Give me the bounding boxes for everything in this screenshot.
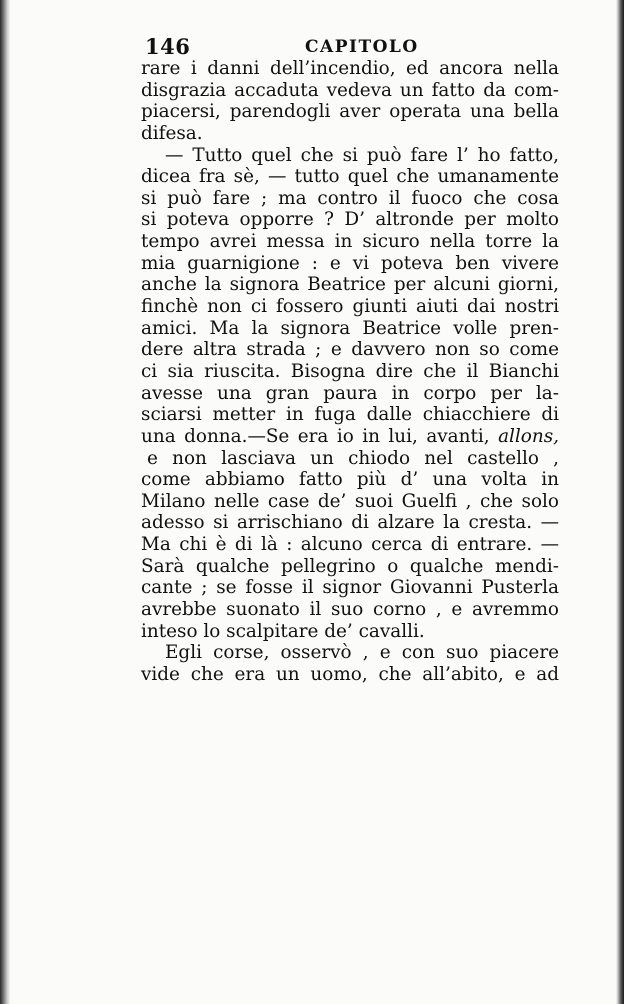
running-head: CAPITOLO: [305, 37, 419, 57]
text-line: piacersi, parendogli aver operata una bella: [141, 101, 559, 123]
body-text: [141, 58, 559, 686]
text-line: dicea fra sè, — tutto quel che umanamente: [141, 166, 559, 188]
text-line: avrebbe suonato il suo corno , e avremmo: [141, 599, 559, 621]
text-line: adesso si arrischiano di alzare la cresta. —: [141, 512, 559, 534]
page-right-edge: [616, 0, 624, 1004]
text-line: anche la signora Beatrice per alcuni giorni,: [141, 274, 559, 296]
italic-word: allons,: [498, 425, 559, 447]
text-line: come abbiamo fatto più d’ una volta in: [141, 469, 559, 491]
text-line-segment: una donna.—Se era io in lui, avanti,: [141, 425, 490, 447]
text-line: mia guarnigione : e vi poteva ben vivere: [141, 252, 559, 274]
text-line: cante ; se fosse il signor Giovanni Pusterla: [141, 577, 559, 599]
text-line: Milano nelle case de’ suoi Guelfi , che solo: [141, 490, 559, 512]
text-line: tempo avrei messa in sicuro nella torre la: [141, 231, 559, 253]
text-line: si poteva opporre ? D’ altronde per molto: [141, 209, 559, 231]
text-line: disgrazia accaduta vedeva un fatto da com-: [141, 79, 559, 101]
text-line: Egli corse, osservò , e con suo piacere: [165, 642, 559, 664]
page-left-edge: [0, 0, 10, 1004]
text-line: e non lasciava un chiodo nel castello ,: [147, 447, 559, 469]
text-line: Sarà qualche pellegrino o qualche mendi-: [141, 555, 559, 577]
text-line: Ma chi è di là : alcuno cerca di entrare. —: [141, 534, 559, 556]
text-line: rare i danni dell’incendio, ed ancora nella: [141, 58, 559, 79]
text-line: finchè non ci fossero giunti aiuti dai nostri: [141, 296, 559, 318]
text-line: sciarsi metter in fuga dalle chiacchiere di: [141, 404, 559, 426]
text-line: si può fare ; ma contro il fuoco che cosa: [141, 187, 559, 209]
text-line: difesa.: [141, 122, 203, 144]
text-line: — Tutto quel che si può fare l’ ho fatto,: [165, 144, 559, 166]
text-line: amici. Ma la signora Beatrice volle pren-: [141, 317, 559, 339]
text-line: vide che era un uomo, che all’abito, e ad: [141, 663, 559, 685]
page-number: 146: [145, 34, 191, 59]
text-line: ci sia riuscita. Bisogna dire che il Bianchi: [141, 360, 559, 382]
text-line: inteso lo scalpitare de’ cavalli.: [141, 620, 425, 642]
text-line: avesse una gran paura in corpo per la-: [141, 382, 559, 404]
text-line-with-italic: [141, 426, 559, 448]
text-line: dere altra strada ; e davvero non so come: [141, 339, 559, 361]
